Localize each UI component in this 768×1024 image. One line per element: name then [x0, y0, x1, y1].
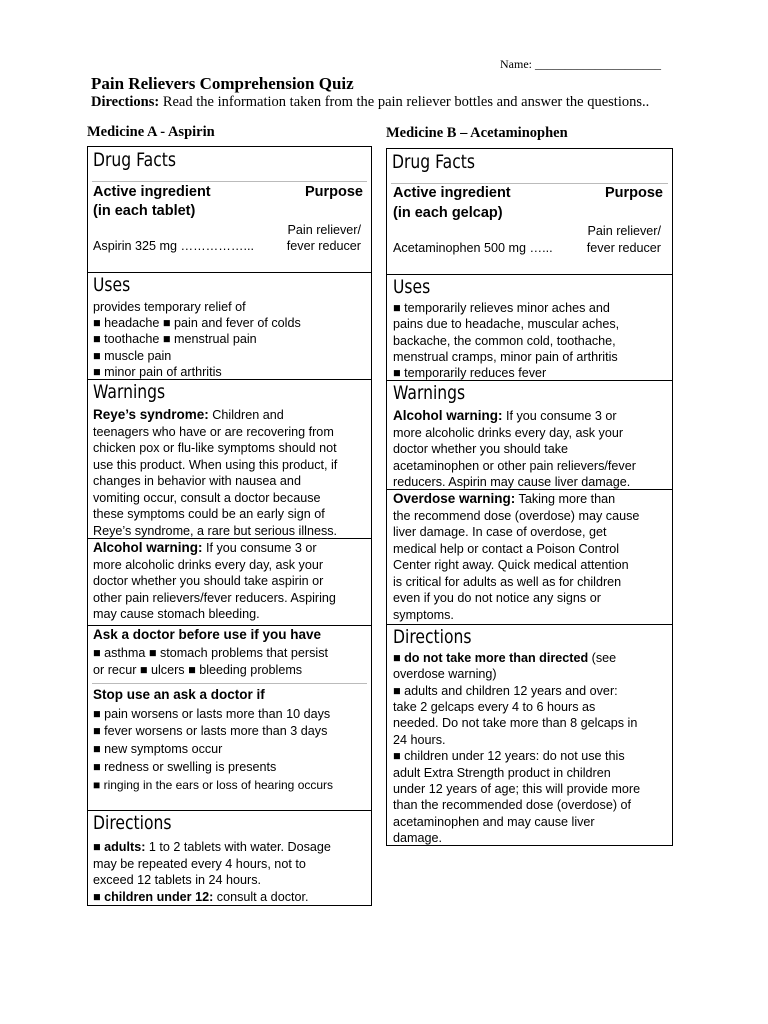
ingredient-line: Aspirin 325 mg ……………...	[93, 239, 254, 253]
stop-line: ■ ringing in the ears or loss of hearing occurs	[93, 778, 334, 792]
uses-line: backache, the common cold, toothache,	[393, 334, 616, 348]
quiz-directions	[91, 94, 649, 111]
overdose-line: liver damage. In case of overdose, get	[393, 525, 607, 539]
overdose-line: Center right away. Quick medical attention	[393, 558, 629, 572]
alcohol-text: If you consume 3 or	[502, 409, 617, 423]
directions-heading: Directions	[393, 626, 472, 648]
ask-line: or recur ■ ulcers ■ bleeding problems	[93, 663, 303, 677]
uses-line: ■ muscle pain	[93, 349, 172, 363]
purpose-line-1: Pain reliever/	[587, 224, 661, 238]
drug-facts-heading: Drug Facts	[392, 151, 475, 173]
alcohol-line: doctor whether you should take	[393, 442, 569, 456]
overdose-line: even if you do not notice any signs or	[393, 591, 601, 605]
overdose-text: Taking more than	[515, 492, 616, 506]
uses-line: pains due to headache, muscular aches,	[393, 317, 620, 331]
alcohol-line: more alcoholic drinks every day, ask your	[393, 426, 624, 440]
uses-heading: Uses	[393, 276, 431, 298]
alcohol-text: If you consume 3 or	[202, 541, 317, 555]
divider	[92, 683, 367, 684]
uses-line: ■ headache ■ pain and fever of colds	[93, 316, 301, 330]
dir-line: overdose warning)	[393, 667, 497, 681]
uses-line: ■ temporarily reduces fever	[393, 366, 547, 380]
dir-adults-text: 1 to 2 tablets with water. Dosage	[145, 840, 331, 854]
divider	[92, 181, 367, 182]
warnings-section	[387, 380, 672, 489]
ingredient-line: Acetaminophen 500 mg …...	[393, 241, 553, 255]
alcohol-label: Alcohol warning:	[93, 540, 203, 555]
in-each-gelcap: (in each gelcap)	[393, 205, 503, 221]
reyes-line	[93, 407, 284, 424]
overdose-line: medical help or contact a Poison Control	[393, 542, 620, 556]
reyes-line: changes in behavior with nausea and	[93, 474, 301, 488]
name-field[interactable]: Name: _____________________	[500, 57, 661, 71]
medicine-a-drug-facts	[87, 146, 372, 906]
alcohol-line: more alcoholic drinks every day, ask your	[93, 558, 324, 572]
dir-line: needed. Do not take more than 8 gelcaps in	[393, 716, 638, 730]
alcohol-line: reducers. Aspirin may cause liver damage.	[393, 475, 631, 489]
dir-line: may be repeated every 4 hours, not to	[93, 857, 306, 871]
dir-first-label: ■ do not take more than directed	[393, 651, 589, 665]
purpose-line-2: fever reducer	[286, 239, 361, 253]
dir-children-label: ■ children under 12:	[93, 890, 214, 904]
uses-line: provides temporary relief of	[93, 300, 246, 314]
reyes-text: Children and	[208, 408, 284, 422]
warnings-heading: Warnings	[93, 381, 166, 403]
warnings-section	[88, 379, 371, 538]
uses-heading: Uses	[93, 274, 131, 296]
reyes-line: use this product. When using this product, if	[93, 458, 338, 472]
reyes-line: teenagers who have or are recovering from	[93, 425, 334, 439]
in-each-tablet: (in each tablet)	[93, 203, 196, 219]
reyes-label: Reye’s syndrome:	[93, 407, 209, 422]
dir-line: adult Extra Strength product in children	[393, 766, 611, 780]
uses-line: menstrual cramps, minor pain of arthritis	[393, 350, 618, 364]
reyes-line: vomiting occur, consult a doctor because	[93, 491, 321, 505]
active-ingredient-heading: Active ingredient	[93, 184, 211, 200]
directions-section	[387, 624, 672, 845]
dir-line: exceed 12 tablets in 24 hours.	[93, 873, 262, 887]
medicine-a-label: Medicine A - Aspirin	[87, 124, 215, 140]
dir-line: than the recommended dose (overdose) of	[393, 798, 632, 812]
drug-facts-heading: Drug Facts	[93, 149, 176, 171]
alcohol-line: acetaminophen or other pain relievers/fever	[393, 459, 636, 473]
overdose-line: the recommend dose (overdose) may cause	[393, 509, 640, 523]
ask-line: ■ asthma ■ stomach problems that persist	[93, 646, 328, 660]
overdose-label: Overdose warning:	[393, 491, 516, 506]
directions-heading: Directions	[93, 812, 172, 834]
dir-line: ■ adults and children 12 years and over:	[393, 684, 618, 698]
medicine-b-drug-facts	[386, 148, 673, 846]
dir-line: under 12 years of age; this will provide more	[393, 782, 641, 796]
purpose-heading: Purpose	[304, 184, 363, 200]
uses-line: ■ toothache ■ menstrual pain	[93, 332, 257, 346]
stop-line: ■ fever worsens or lasts more than 3 days	[93, 724, 328, 738]
purpose-heading: Purpose	[604, 185, 663, 201]
directions-label: Directions:	[91, 94, 160, 110]
stop-line: ■ redness or swelling is presents	[93, 760, 277, 774]
uses-section	[387, 274, 672, 380]
dir-line: take 2 gelcaps every 4 to 6 hours as	[393, 700, 596, 714]
medicine-b-label: Medicine B – Acetaminophen	[386, 125, 568, 141]
alcohol-warning-section	[88, 538, 371, 621]
alcohol-label: Alcohol warning:	[393, 408, 503, 423]
dir-line: damage.	[393, 831, 443, 845]
stop-line: ■ pain worsens or lasts more than 10 days	[93, 707, 331, 721]
alcohol-line: other pain relievers/fever reducers. Aspiring	[93, 591, 336, 605]
dir-first-text: (see	[588, 651, 617, 665]
quiz-title: Pain Relievers Comprehension Quiz	[91, 74, 354, 93]
purpose-line-1: Pain reliever/	[287, 223, 361, 237]
dir-adults-label: ■ adults:	[93, 840, 146, 854]
dir-children-text: consult a doctor.	[213, 890, 309, 904]
overdose-line: symptoms.	[393, 608, 454, 622]
uses-line: ■ minor pain of arthritis	[93, 365, 222, 379]
overdose-warning-section	[387, 489, 672, 622]
active-ingredient-heading: Active ingredient	[393, 185, 511, 201]
directions-section	[88, 810, 371, 904]
dir-line: acetaminophen and may cause liver	[393, 815, 595, 829]
warnings-heading: Warnings	[393, 382, 466, 404]
stop-use-heading: Stop use an ask a doctor if	[93, 687, 265, 702]
uses-line: ■ temporarily relieves minor aches and	[393, 301, 610, 315]
reyes-line: these symptoms could be an early sign of	[93, 507, 325, 521]
purpose-line-2: fever reducer	[586, 241, 661, 255]
reyes-line: chicken pox or flu-like symptoms should not	[93, 441, 337, 455]
ask-doctor-section	[88, 625, 371, 792]
alcohol-line: doctor whether you should take aspirin or	[93, 574, 324, 588]
dir-line: ■ children under 12 years: do not use this	[393, 749, 625, 763]
overdose-line: is critical for adults as well as for children	[393, 575, 622, 589]
alcohol-line: may cause stomach bleeding.	[93, 607, 260, 621]
stop-line: ■ new symptoms occur	[93, 742, 223, 756]
dir-line: 24 hours.	[393, 733, 446, 747]
directions-text: Read the information taken from the pain reliever bottles and answer the questions..	[159, 94, 650, 110]
reyes-line: Reye’s syndrome, a rare but serious illness.	[93, 524, 338, 538]
ask-doctor-heading: Ask a doctor before use if you have	[93, 627, 322, 642]
uses-section	[88, 272, 371, 379]
